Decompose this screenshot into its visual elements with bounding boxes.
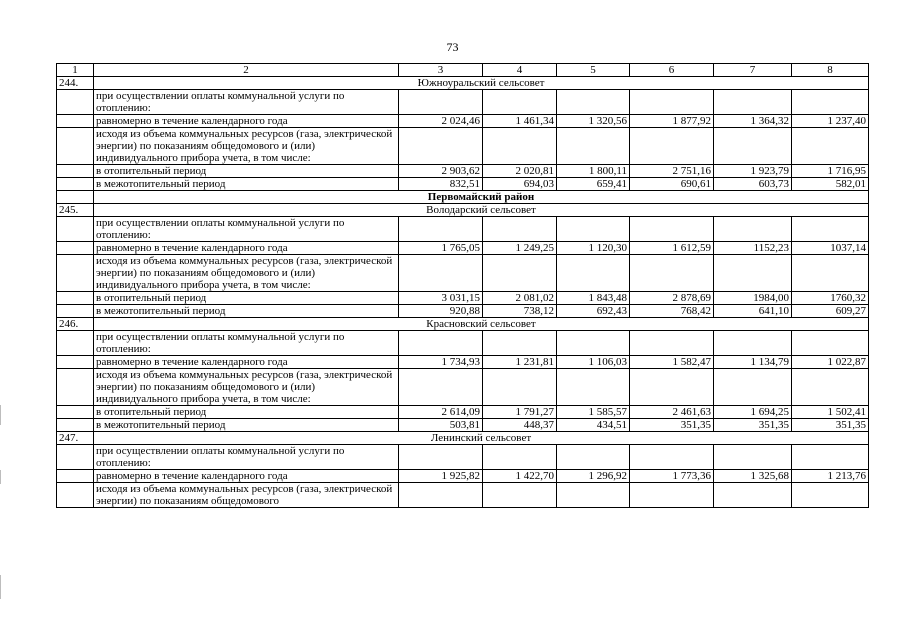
value-cell: 2 081,02: [483, 292, 557, 305]
section-heading-row: [57, 204, 869, 217]
column-number: 1: [57, 64, 94, 77]
settlement-name: Ленинский сельсовет: [94, 432, 869, 445]
value-cell: 1037,14: [792, 242, 869, 255]
value-cell: 1 213,76: [792, 470, 869, 483]
column-number: 6: [630, 64, 714, 77]
value-cell: 1 734,93: [399, 356, 483, 369]
row-label: равномерно в течение календарного года: [94, 356, 399, 369]
value-cell: 351,35: [630, 419, 714, 432]
value-cell: 1 120,30: [557, 242, 630, 255]
row-label: при осуществлении оплаты коммунальной услуги по отоплению:: [94, 217, 399, 242]
value-cell: 832,51: [399, 178, 483, 191]
row-label: при осуществлении оплаты коммунальной услуги по отоплению:: [94, 445, 399, 470]
column-number: 4: [483, 64, 557, 77]
value-cell: 694,03: [483, 178, 557, 191]
value-cell: 1 134,79: [714, 356, 792, 369]
row-label: в отопительный период: [94, 406, 399, 419]
row-label: равномерно в течение календарного года: [94, 115, 399, 128]
column-number: 2: [94, 64, 399, 77]
value-cell: 448,37: [483, 419, 557, 432]
value-cell: 1 237,40: [792, 115, 869, 128]
table-row: [57, 369, 869, 406]
table-row: [57, 470, 869, 483]
settlement-name: Красновский сельсовет: [94, 318, 869, 331]
row-label: равномерно в течение календарного года: [94, 470, 399, 483]
row-index: 246.: [57, 318, 94, 331]
value-cell: 2 751,16: [630, 165, 714, 178]
value-cell: 1760,32: [792, 292, 869, 305]
value-cell: 1984,00: [714, 292, 792, 305]
row-index: 247.: [57, 432, 94, 445]
table-row: [57, 255, 869, 292]
value-cell: 1 502,41: [792, 406, 869, 419]
value-cell: 1 877,92: [630, 115, 714, 128]
table-row: [57, 445, 869, 470]
value-cell: 351,35: [792, 419, 869, 432]
value-cell: 641,10: [714, 305, 792, 318]
value-cell: 738,12: [483, 305, 557, 318]
row-label: исходя из объема коммунальных ресурсов (газа, электрической энергии) по показаниям общедомового: [94, 483, 399, 508]
value-cell: 1 022,87: [792, 356, 869, 369]
value-cell: 2 614,09: [399, 406, 483, 419]
table-row: [57, 115, 869, 128]
value-cell: 3 031,15: [399, 292, 483, 305]
value-cell: 503,81: [399, 419, 483, 432]
row-label: в отопительный период: [94, 165, 399, 178]
value-cell: 1 325,68: [714, 470, 792, 483]
value-cell: 1 800,11: [557, 165, 630, 178]
column-number: 3: [399, 64, 483, 77]
column-number: 7: [714, 64, 792, 77]
table-row: [57, 217, 869, 242]
section-heading-row: [57, 318, 869, 331]
row-label: в отопительный период: [94, 292, 399, 305]
row-label: при осуществлении оплаты коммунальной услуги по отоплению:: [94, 90, 399, 115]
row-index: 244.: [57, 77, 94, 90]
value-cell: 434,51: [557, 419, 630, 432]
section-heading-row: [57, 432, 869, 445]
settlement-name: Володарский сельсовет: [94, 204, 869, 217]
value-cell: 1 585,57: [557, 406, 630, 419]
value-cell: 690,61: [630, 178, 714, 191]
value-cell: 1152,23: [714, 242, 792, 255]
value-cell: 1 843,48: [557, 292, 630, 305]
table-row: [57, 406, 869, 419]
table-row: [57, 178, 869, 191]
section-heading-row: [57, 77, 869, 90]
table-row: [57, 128, 869, 165]
row-label: в межотопительный период: [94, 178, 399, 191]
value-cell: 1 765,05: [399, 242, 483, 255]
scan-margin-mark: [0, 405, 1, 425]
value-cell: 2 903,62: [399, 165, 483, 178]
value-cell: 1 461,34: [483, 115, 557, 128]
value-cell: 1 231,81: [483, 356, 557, 369]
value-cell: 1 296,92: [557, 470, 630, 483]
value-cell: 1 320,56: [557, 115, 630, 128]
table-row: [57, 165, 869, 178]
table-row: [57, 242, 869, 255]
value-cell: 351,35: [714, 419, 792, 432]
value-cell: 2 020,81: [483, 165, 557, 178]
value-cell: 1 582,47: [630, 356, 714, 369]
value-cell: 1 694,25: [714, 406, 792, 419]
value-cell: 2 024,46: [399, 115, 483, 128]
value-cell: 1 791,27: [483, 406, 557, 419]
scan-margin-mark: [0, 575, 1, 599]
value-cell: 1 716,95: [792, 165, 869, 178]
value-cell: 1 249,25: [483, 242, 557, 255]
value-cell: 1 773,36: [630, 470, 714, 483]
value-cell: 1 364,32: [714, 115, 792, 128]
row-label: в межотопительный период: [94, 419, 399, 432]
value-cell: 582,01: [792, 178, 869, 191]
scan-margin-mark: [0, 470, 1, 484]
table-row: [57, 419, 869, 432]
row-index: 245.: [57, 204, 94, 217]
value-cell: 692,43: [557, 305, 630, 318]
value-cell: 1 612,59: [630, 242, 714, 255]
table-row: [57, 90, 869, 115]
page-number: 73: [446, 40, 459, 54]
value-cell: 1 925,82: [399, 470, 483, 483]
row-label: при осуществлении оплаты коммунальной услуги по отоплению:: [94, 331, 399, 356]
value-cell: 768,42: [630, 305, 714, 318]
value-cell: 920,88: [399, 305, 483, 318]
district-name: Первомайский район: [94, 191, 869, 204]
table-row: [57, 305, 869, 318]
value-cell: 659,41: [557, 178, 630, 191]
table-row: [57, 292, 869, 305]
row-label: в межотопительный период: [94, 305, 399, 318]
table-row: [57, 483, 869, 508]
value-cell: 609,27: [792, 305, 869, 318]
district-heading-row: [57, 191, 869, 204]
table-row: [57, 356, 869, 369]
value-cell: 1 422,70: [483, 470, 557, 483]
row-label: исходя из объема коммунальных ресурсов (газа, электрической энергии) по показаниям общедомового и (или) индивидуального прибора учета, в том числе:: [94, 369, 399, 406]
value-cell: 2 461,63: [630, 406, 714, 419]
row-label: исходя из объема коммунальных ресурсов (газа, электрической энергии) по показаниям общедомового и (или) индивидуального прибора учета, в том числе:: [94, 255, 399, 292]
column-number: 8: [792, 64, 869, 77]
value-cell: 1 106,03: [557, 356, 630, 369]
value-cell: 1 923,79: [714, 165, 792, 178]
table-row: [57, 331, 869, 356]
value-cell: 2 878,69: [630, 292, 714, 305]
column-number-row: [57, 64, 869, 77]
tariff-table: [56, 63, 869, 508]
row-label: исходя из объема коммунальных ресурсов (газа, электрической энергии) по показаниям общедомового и (или) индивидуального прибора учета, в том числе:: [94, 128, 399, 165]
row-label: равномерно в течение календарного года: [94, 242, 399, 255]
value-cell: 603,73: [714, 178, 792, 191]
settlement-name: Южноуральский сельсовет: [94, 77, 869, 90]
column-number: 5: [557, 64, 630, 77]
